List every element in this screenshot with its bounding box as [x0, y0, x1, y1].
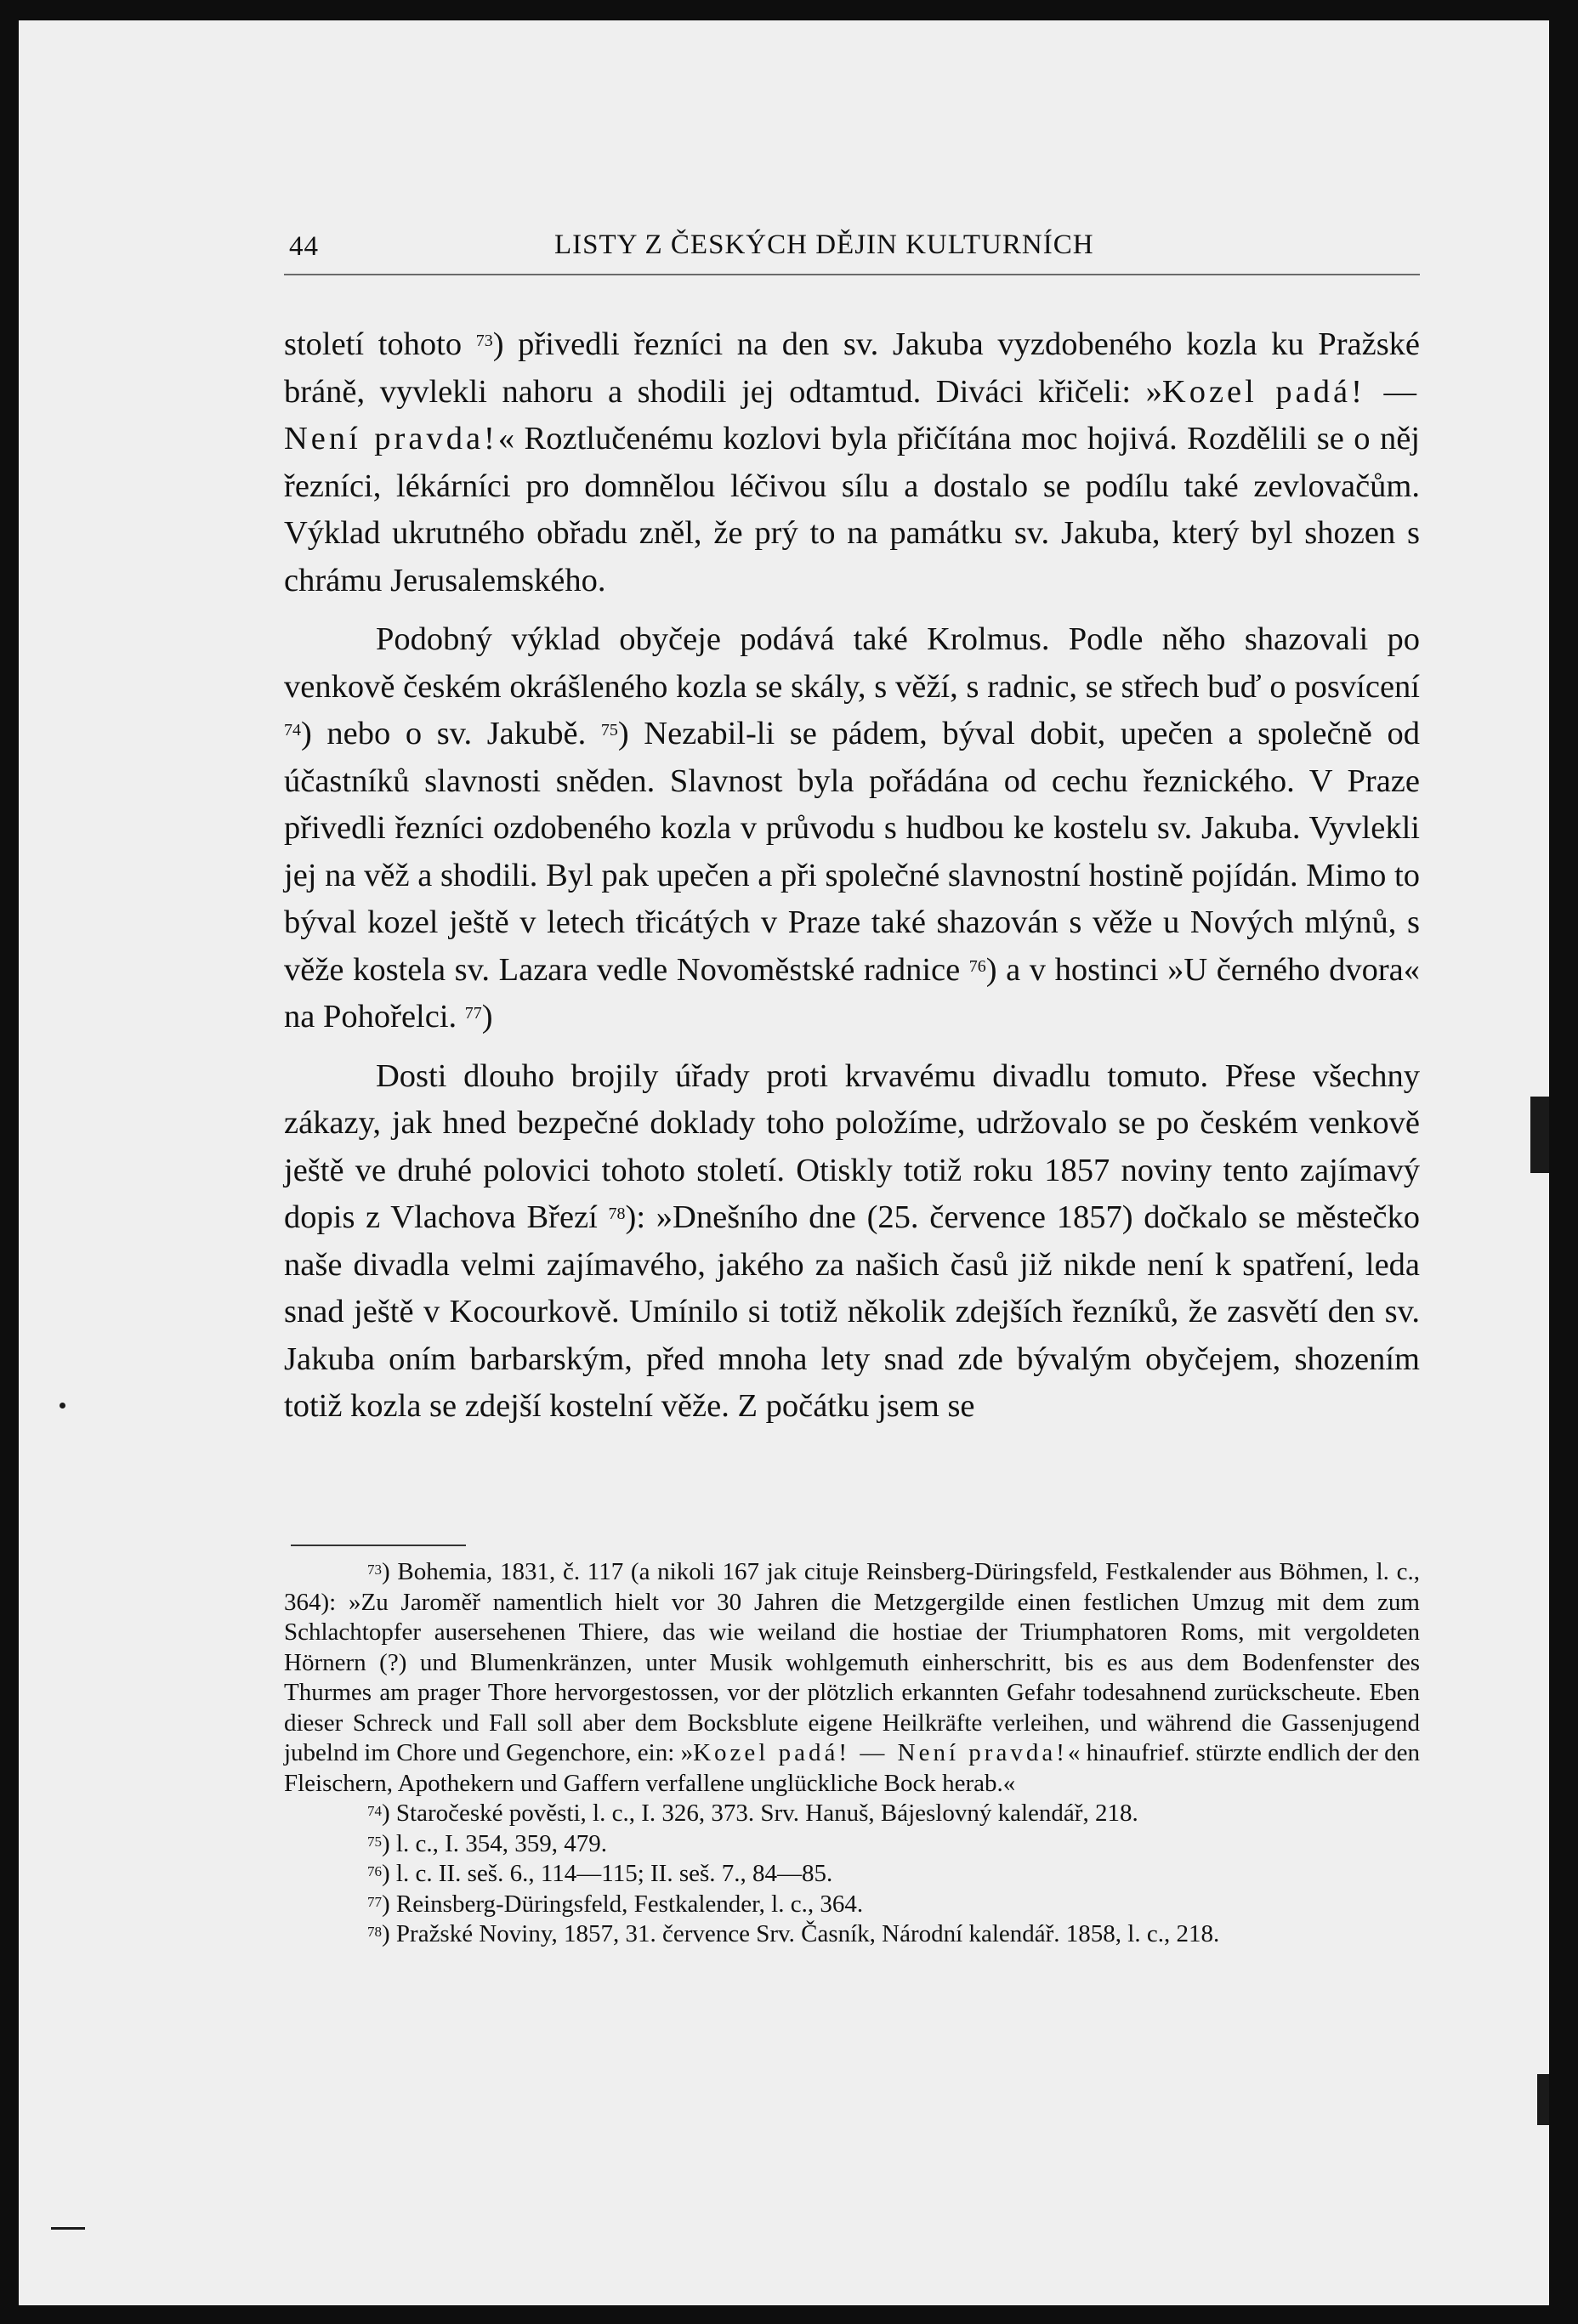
footnotes — [284, 1557, 1420, 1950]
footnote-ref-74: 74 — [284, 721, 301, 740]
scan-mark-left-2 — [51, 2227, 85, 2230]
footnote-ref-73: 73 — [475, 332, 493, 350]
scan-right-edge — [1549, 17, 1578, 2324]
footnote-ref-76: 76 — [968, 956, 986, 976]
running-title: LISTY Z ČESKÝCH DĚJIN KULTURNÍCH — [554, 230, 1094, 260]
spaced-exclamation: Kozel padá! — Není pravda! — [284, 373, 1420, 456]
footnote-spaced-exclamation: Kozel padá! — Není pravda! — [693, 1739, 1068, 1766]
footnote-ref-78: 78 — [608, 1205, 626, 1223]
scan-mark-right-2 — [1537, 2074, 1549, 2125]
footnote-76: $^{76}$) l. c. II. seš. 6., 114—115; II. seš. 7., 84—85. — [367, 1860, 833, 1887]
paragraph-2: Podobný výklad obyčeje podává také Krolmus. Podle něho shazovali po venkově českém okrášleného kozla se skály, s věží, s radnic, se střech buď o posvícení $^{74}$) nebo o sv. Jakubě. $^{75}$) Nezabil-li se pádem, býval dobit, upečen a společně od účastníků slavnosti sněden. Slavnost byla pořádána od cechu řeznického. V Praze přivedli řezníci ozdobeného kozla v průvodu s hudbou ke kostelu sv. Jakuba. Vyvlekli jej na věž a shodili. Byl pak upečen a při společné slavnostní hostině pojídán. Mimo to býval kozel ještě v letech třicátých v Praze také shazován s věže u Nových mlýnů, s věže kostela sv. Lazara vedle Novoměstské radnice $^{76}$) a v hostinci »U černého dvora« na Pohořelci. $^{77}$) — [284, 621, 1421, 1034]
footnote-78: $^{78}$) Pražské Noviny, 1857, 31. července Srv. Časník, Národní kalendář. 1858, l. c., 218. — [367, 1920, 1220, 1947]
book-page — [284, 223, 1421, 1947]
running-head — [284, 223, 1420, 270]
footnote-ref-77: 77 — [464, 1004, 482, 1023]
footnote-rule — [291, 1545, 466, 1546]
body-text — [284, 321, 1420, 1431]
footnote-77: $^{77}$) Reinsberg-Düringsfeld, Festkalender, l. c., 364. — [367, 1890, 864, 1918]
paragraph-3: Dosti dlouho brojily úřady proti krvavému divadlu tomuto. Přese všechny zákazy, jak hned bezpečné doklady toho položíme, udržovalo se po českém venkově ještě ve druhé polovici tohoto století. Otiskly totiž roku 1857 noviny tento zajímavý dopis z Vlachova Březí $^{78}$): »Dnešního dne (25. července 1857) dočkalo se městečko naše divadla velmi zajímavého, jakého za našich časů již nikde není k spatření, leda snad ještě v Kocourkově. Umínilo si totiž několik zdejších řezníků, že zasvětí den sv. Jakuba oním barbarským, před mnoha lety snad zde bývalým obyčejem, shozením totiž kozla se zdejší kostelní věže. Z počátku jsem se — [284, 1057, 1420, 1424]
footnote-75: $^{75}$) l. c., I. 354, 359, 479. — [367, 1829, 607, 1857]
footnote-ref-75: 75 — [600, 721, 618, 740]
scan-mark-left-1 — [60, 1403, 65, 1409]
scan-mark-right-1 — [1530, 1097, 1549, 1173]
header-rule — [284, 274, 1420, 275]
footnote-74: $^{74}$) Staročeské pověsti, l. c., I. 326, 373. Srv. Hanuš, Bájeslovný kalendář, 218. — [367, 1800, 1138, 1827]
paragraph-1: století tohoto $^{73}$) přivedli řezníci na den sv. Jakuba vyzdobeného kozla ku Pražské bráně, vyvlekli nahoru a shodili jej odtamtud. Diváci křičeli: »Kozel padá! — Není pravda!« Roztlučenému kozlovi byla přičítána moc hojivá. Rozdělili se o něj řezníci, lékárníci pro domnělou léčivou sílu a dostalo se podílu také zevlovačům. Výklad ukrutného obřadu zněl, že prý to na památku sv. Jakuba, který byl shozen s chrámu Jerusalemského. — [284, 326, 1421, 598]
page-number: 44 — [289, 231, 319, 262]
footnote-73: $^{73}$) Bohemia, 1831, č. 117 (a nikoli 167 jak cituje Reinsberg-Düringsfeld, Festkalender aus Böhmen, l. c., 364): »Zu Jaroměř namentlich hielt vor 30 Jahren die Metzgergilde einen festlichen Umzug mit dem zum Schlachtopfer ausersehenen Thiere, das wie weiland die hostiae der Triumphatoren Roms, mit vergoldeten Hörnern (?) und Blumenkränzen, unter Musik wohlgemuth einherschritt, bis es aus dem Bodenfenster des Thurmes am prager Thore hervorgestossen, vor der plötzlich erkannten Gefahr todesahnend zurückscheute. Eben dieser Schreck und Fall soll aber dem Bocksblute eigene Heilkräfte verleihen, und während die Gassenjugend jubelnd im Chore und Gegenchore, ein: »Kozel padá! — Není pravda!« hinaufrief. stürzte endlich der den Fleischern, Apothekern und Gaffern verfallene unglückliche Bock herab.« — [284, 1558, 1421, 1797]
